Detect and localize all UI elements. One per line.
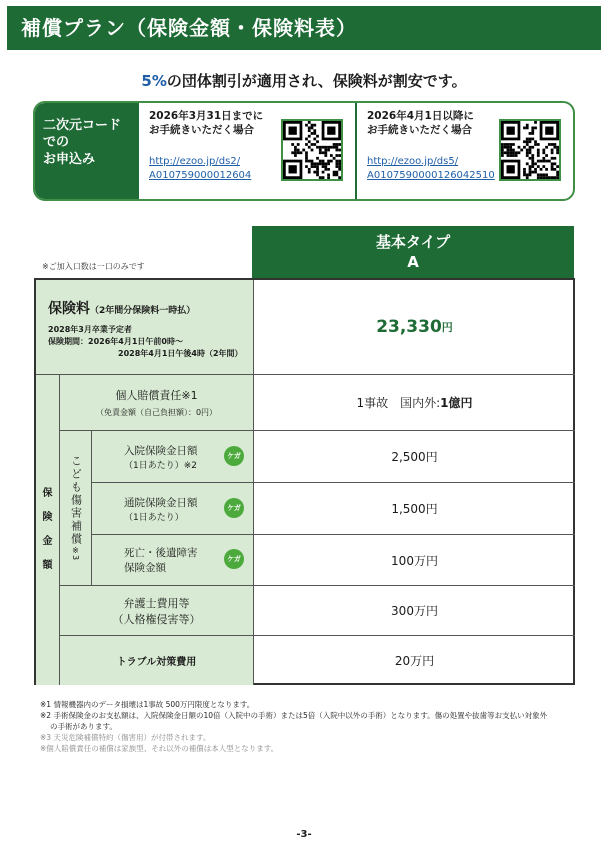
- outpatient-label-cell: 通院保険金日額 （1日あたり） ケガ: [92, 483, 254, 535]
- death-label-cell: 死亡・後遺障害 保険金額 ケガ: [92, 535, 254, 586]
- injury-badge-icon: ケガ: [224, 549, 244, 569]
- injury-badge-icon: ケガ: [224, 446, 244, 466]
- footnote: ※1 情報機器内のデータ損壊は1事故 500万円限度となります。: [40, 700, 255, 709]
- qr-code-after[interactable]: [499, 119, 561, 181]
- discount-text: の団体割引が適用され、保険料が割安です。: [166, 72, 467, 90]
- label-line: での: [43, 135, 70, 150]
- liability-label-cell: 個人賠償責任※1 （免責金額（自己負担額）：0円）: [60, 375, 254, 431]
- insurance-amount-label: 保 険 金 額: [36, 375, 60, 685]
- child-injury-label: こども傷害補償 ※3: [60, 431, 92, 586]
- footnotes: [40, 699, 580, 754]
- qr-code-before[interactable]: [281, 119, 343, 181]
- trouble-value: 20万円: [394, 654, 435, 668]
- plan-name: 基本タイプ: [375, 233, 451, 251]
- apply-before-condition: 2026年3月31日までに お手続きいただく場合: [149, 110, 264, 136]
- page-number: -3-: [296, 829, 312, 840]
- apply-after-column: [355, 103, 573, 199]
- injury-badge-icon: ケガ: [224, 498, 244, 518]
- plan-type: A: [407, 253, 419, 271]
- liability-value: 1事故 国内外: 1億円: [254, 375, 575, 431]
- outpatient-value: 1,500円: [254, 483, 575, 535]
- qr-application-box: [33, 101, 575, 201]
- death-value: 100万円: [254, 535, 575, 586]
- footnote: ※3 天災危険補償特約（傷害用）が付帯されます。: [40, 733, 211, 742]
- premium-value: 23,330: [376, 317, 442, 337]
- premium-unit: 円: [441, 321, 453, 334]
- lawyer-value: 300万円: [254, 586, 575, 636]
- units-note: ※ご加入口数は一口のみです: [42, 262, 145, 271]
- footnote: の手術があります。: [50, 722, 117, 731]
- apply-before-column: [139, 103, 355, 199]
- apply-after-condition: 2026年4月1日以降に お手続きいただく場合: [367, 110, 474, 136]
- plan-header: [252, 226, 574, 278]
- premium-title: 保険料（2年間分保険料一時払）: [48, 301, 196, 317]
- label-line: 二次元コード: [43, 118, 122, 133]
- hospital-value: 2,500円: [254, 431, 575, 483]
- apply-after-link[interactable]: http://ezoo.jp/ds5/ A0107590000126042510: [367, 156, 495, 181]
- discount-percent: 5%: [141, 72, 167, 90]
- discount-message: [0, 70, 608, 91]
- apply-before-link[interactable]: http://ezoo.jp/ds2/ A010759000012604: [149, 156, 252, 181]
- premium-value-cell: [254, 280, 575, 375]
- premium-label-cell: [36, 280, 254, 375]
- footnote: ※2 手術保険金のお支払額は、入院保険金日額の10倍（入院中の手術）または5倍（入院中以外の手術）となります。傷の処置や抜歯等お支払い対象外: [40, 711, 548, 720]
- footnote: ※個人賠償責任の補償は家族型、それ以外の補償は本人型となります。: [40, 744, 279, 753]
- page-title-banner: 補償プラン（保険金額・保険料表）: [7, 6, 601, 50]
- premium-period: 2028年3月卒業予定者 保険期間：2026年4月1日午前0時～ 2028年4月1日午後4時（2年間）: [48, 325, 243, 358]
- trouble-label-cell: トラブル対策費用: [60, 636, 254, 685]
- qr-application-label: [35, 103, 139, 199]
- hospital-label-cell: 入院保険金日額 （1日あたり）※2 ケガ: [92, 431, 254, 483]
- plan-table: [34, 278, 575, 685]
- lawyer-label-cell: 弁護士費用等 （人格権侵害等）: [60, 586, 254, 636]
- label-line: お申込み: [43, 152, 96, 167]
